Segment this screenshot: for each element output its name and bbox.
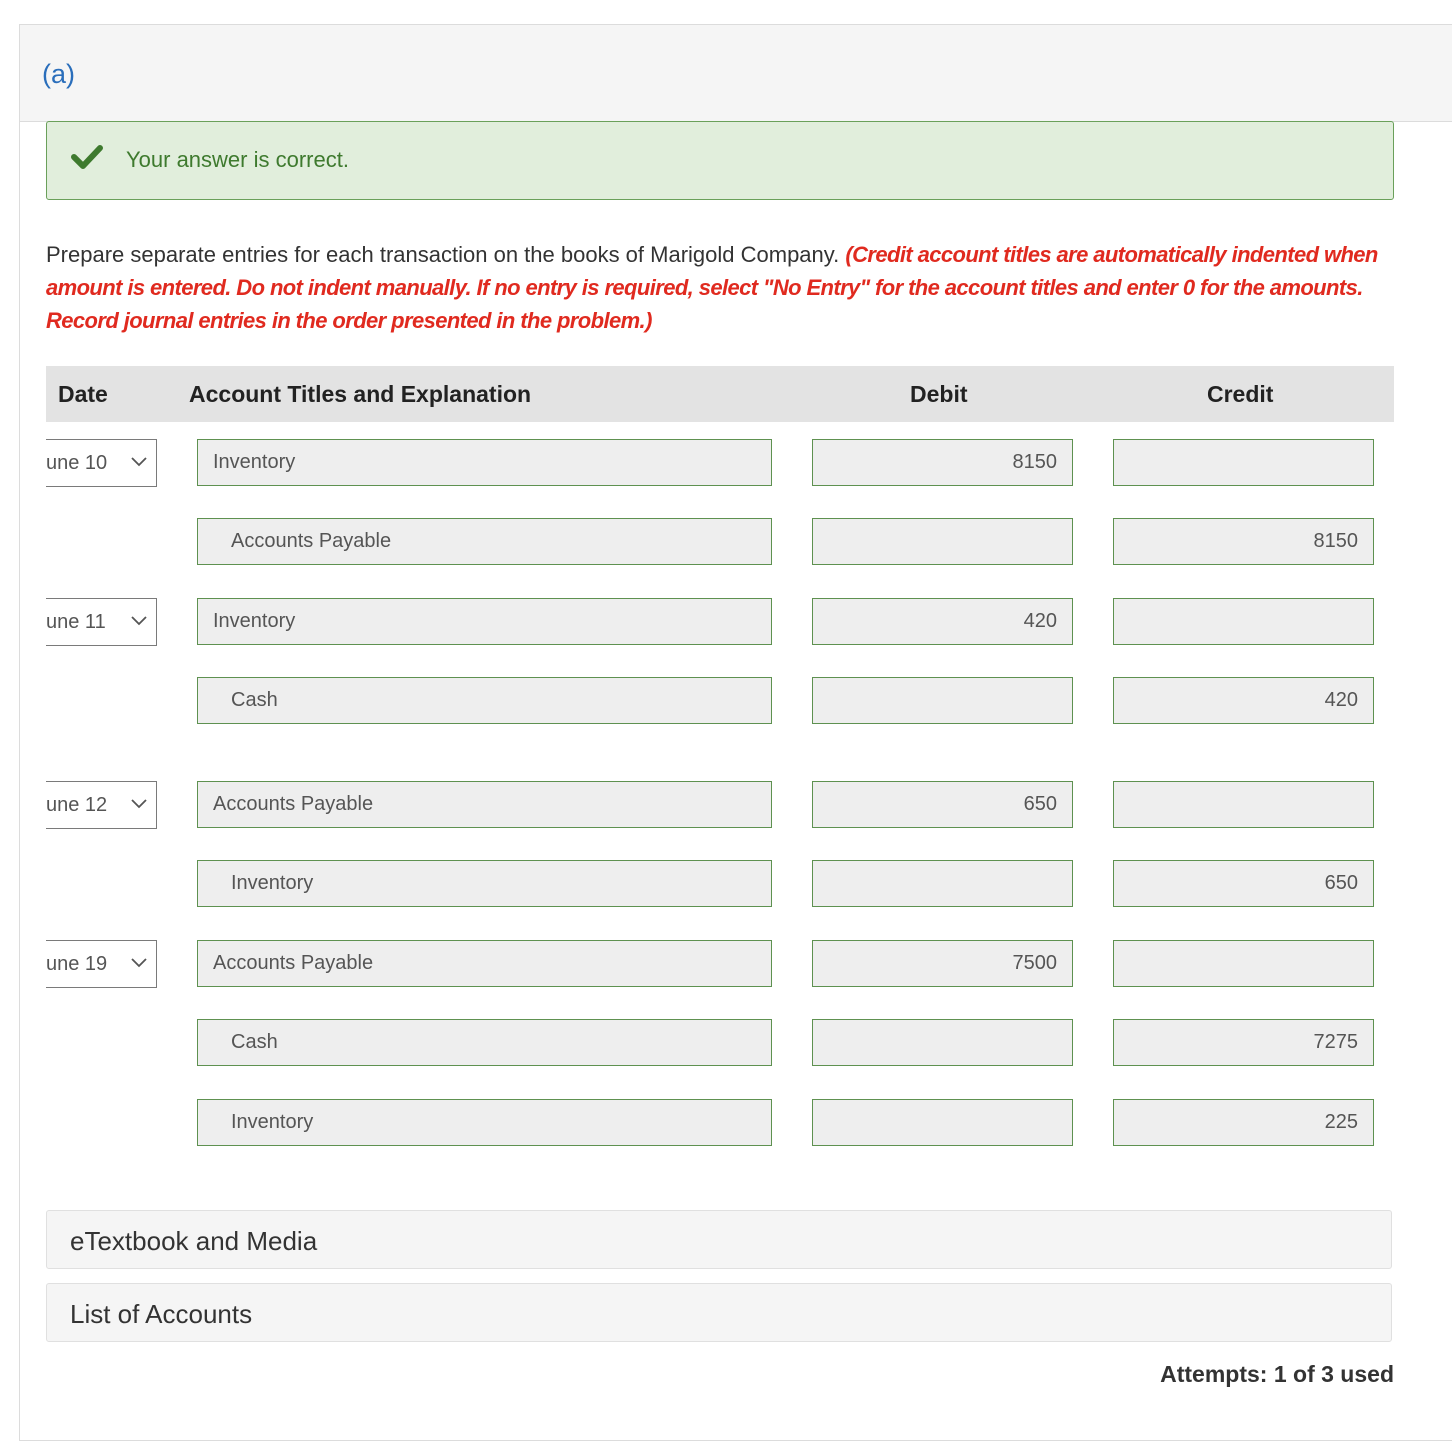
account-title-field[interactable]: Cash <box>197 677 772 724</box>
list-of-accounts-label: List of Accounts <box>70 1299 253 1329</box>
account-title-field[interactable]: Accounts Payable <box>197 781 772 828</box>
date-column-header: Date <box>58 381 108 407</box>
date-select[interactable]: une 12 <box>46 781 157 829</box>
chevron-down-icon <box>131 799 147 809</box>
account-title-field[interactable]: Accounts Payable <box>197 518 772 565</box>
debit-column-header: Debit <box>910 381 968 407</box>
date-select[interactable]: une 11 <box>46 598 157 646</box>
credit-field[interactable]: 7275 <box>1113 1019 1374 1066</box>
instructions-note: (Credit account titles are automatically indented when amount is entered. Do not indent manually. If no entry is required, select "No Entry" for the account titles and enter 0 for the amounts. Record journal entries in the order presented in the problem.) <box>46 242 1378 333</box>
date-select[interactable]: une 19 <box>46 940 157 988</box>
part-label[interactable]: (a) <box>42 59 75 89</box>
account-title-field[interactable]: Cash <box>197 1019 772 1066</box>
etextbook-media-link[interactable] <box>46 1210 1392 1269</box>
credit-field[interactable]: 225 <box>1113 1099 1374 1146</box>
credit-field[interactable] <box>1113 781 1374 828</box>
account-title-field[interactable]: Inventory <box>197 860 772 907</box>
credit-column-header: Credit <box>1207 381 1274 407</box>
part-header[interactable] <box>20 25 1452 122</box>
debit-field[interactable]: 650 <box>812 781 1073 828</box>
credit-field[interactable]: 8150 <box>1113 518 1374 565</box>
check-icon <box>71 144 103 170</box>
credit-field[interactable] <box>1113 598 1374 645</box>
debit-field[interactable] <box>812 1019 1073 1066</box>
credit-field[interactable]: 650 <box>1113 860 1374 907</box>
attempts-counter: Attempts: 1 of 3 used <box>1160 1361 1394 1387</box>
account-title-field[interactable]: Inventory <box>197 1099 772 1146</box>
chevron-down-icon <box>131 958 147 968</box>
feedback-message: Your answer is correct. <box>126 147 349 172</box>
debit-field[interactable] <box>812 677 1073 724</box>
instructions-text: Prepare separate entries for each transaction on the books of Marigold Company. <box>46 242 840 267</box>
list-of-accounts-link[interactable] <box>46 1283 1392 1342</box>
journal-table-header <box>46 366 1394 422</box>
chevron-down-icon <box>131 616 147 626</box>
account-column-header: Account Titles and Explanation <box>189 381 532 407</box>
account-title-field[interactable]: Accounts Payable <box>197 940 772 987</box>
credit-field[interactable] <box>1113 439 1374 486</box>
credit-field[interactable] <box>1113 940 1374 987</box>
chevron-down-icon <box>131 457 147 467</box>
account-title-field[interactable]: Inventory <box>197 598 772 645</box>
account-title-field[interactable]: Inventory <box>197 439 772 486</box>
debit-field[interactable] <box>812 860 1073 907</box>
debit-field[interactable]: 420 <box>812 598 1073 645</box>
debit-field[interactable] <box>812 518 1073 565</box>
debit-field[interactable]: 7500 <box>812 940 1073 987</box>
credit-field[interactable]: 420 <box>1113 677 1374 724</box>
instructions <box>46 238 1406 337</box>
etextbook-media-label: eTextbook and Media <box>70 1226 318 1256</box>
debit-field[interactable]: 8150 <box>812 439 1073 486</box>
debit-field[interactable] <box>812 1099 1073 1146</box>
date-select[interactable]: une 10 <box>46 439 157 487</box>
correct-answer-banner <box>46 121 1394 200</box>
